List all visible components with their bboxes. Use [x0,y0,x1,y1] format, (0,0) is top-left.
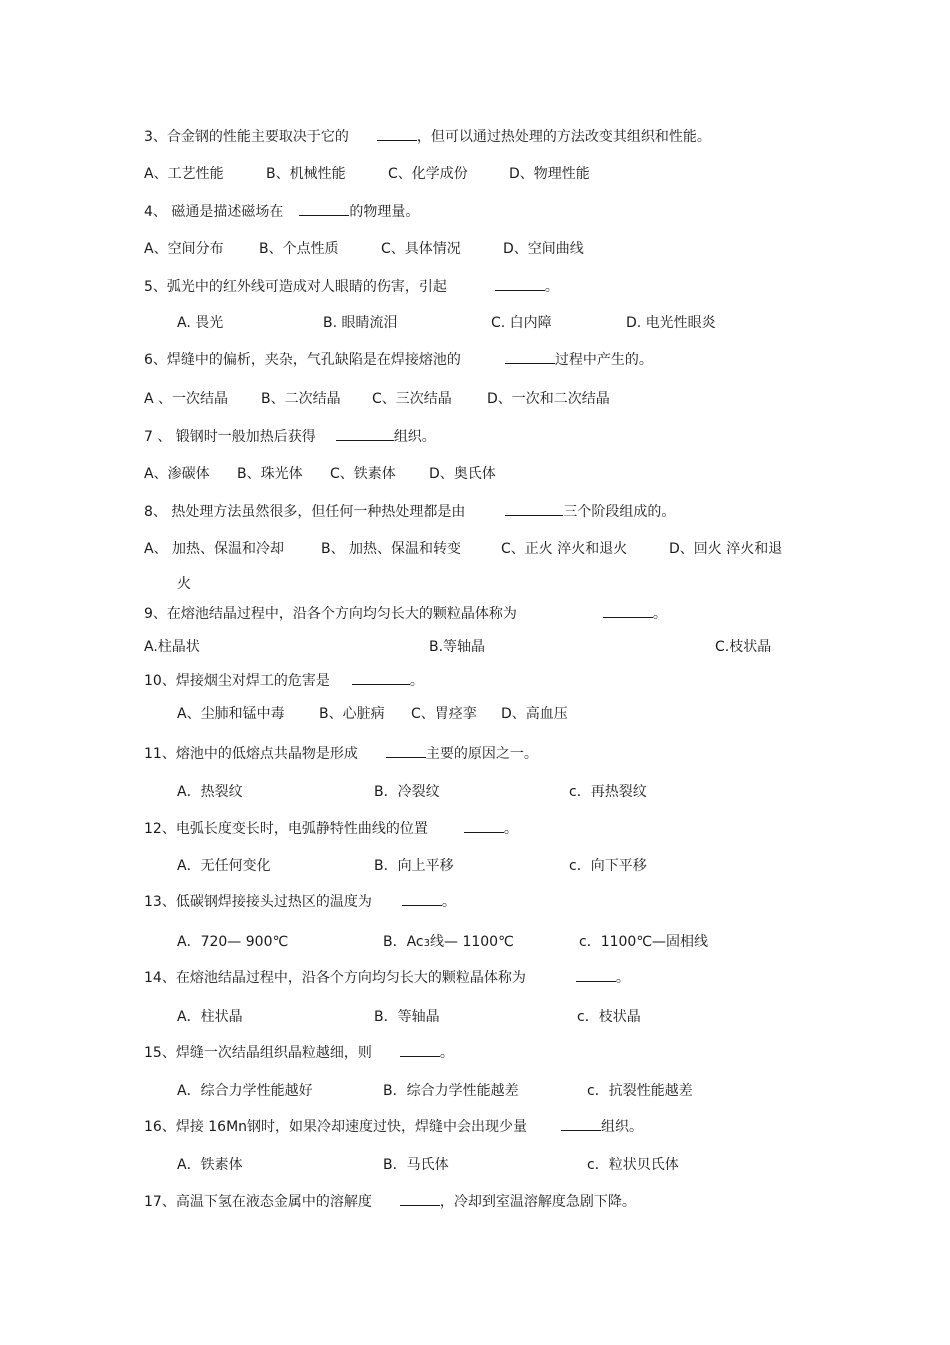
question-tail: 。 [503,821,518,837]
answer-blank [576,969,616,982]
question-text: 5、弧光中的红外线可造成对人眼睛的伤害，引起 [144,279,447,295]
option-c: C、铁素体 [330,466,396,482]
answer-blank [603,605,653,618]
option-c: c．再热裂纹 [569,784,647,800]
option-b: B. 眼睛流泪 [323,315,398,331]
question-tail: 。 [615,970,630,986]
option-c: C. 白内障 [491,315,552,331]
option-c: C、胃痉挛 [411,706,477,722]
option-a: A、工艺性能 [144,166,224,182]
question-tail: 组织。 [601,1119,644,1135]
option-d: D、高血压 [501,706,568,722]
option-b: B．冷裂纹 [374,784,440,800]
option-a: A．720— 900℃ [177,934,289,950]
option-a: A．铁素体 [177,1157,243,1173]
option-a: A．柱状晶 [177,1009,243,1025]
question-tail: 组织。 [393,429,436,445]
option-b: B、二次结晶 [261,391,341,407]
option-a: A．无任何变化 [177,858,271,874]
question-16 [144,1118,643,1136]
answer-blank [336,428,394,441]
question-text: 14、在熔池结晶过程中，沿各个方向均匀长大的颗粒晶体称为 [144,970,526,986]
question-9 [144,605,667,623]
question-6 [144,351,653,369]
question-tail: 的物理量。 [349,204,420,220]
question-text: 15、焊缝一次结晶组织晶粒越细，则 [144,1045,372,1061]
option-d: D、物理性能 [509,166,590,182]
option-b-text: B．Ac [383,934,424,950]
answer-blank [505,351,555,364]
option-a: A 、一次结晶 [144,391,229,407]
option-b: B．等轴晶 [374,1009,440,1025]
question-10 [144,672,424,690]
question-tail: 主要的原因之一。 [425,746,538,762]
question-text: 13、低碳钢焊接接头过热区的温度为 [144,894,372,910]
option-d: D、一次和二次结晶 [487,391,610,407]
option-b: B．马氏体 [383,1157,449,1173]
answer-blank [377,128,417,141]
option-d: D、回火 淬火和退 [669,541,783,557]
option-c: c．向下平移 [569,858,647,874]
option-b: B.等轴晶 [429,639,486,655]
answer-blank [505,503,563,516]
option-a: A．热裂纹 [177,784,243,800]
option-a: A．综合力学性能越好 [177,1083,313,1099]
question-tail: 过程中产生的。 [554,352,653,368]
option-b [383,933,514,953]
question-text: 16、焊接 16Mn钢时，如果冷却速度过快，焊缝中会出现少量 [144,1119,528,1135]
question-text: 6、焊缝中的偏析，夹杂，气孔缺陷是在焊接熔池的 [144,352,461,368]
option-b: B．综合力学性能越差 [383,1083,519,1099]
question-7 [144,428,436,446]
question-4 [144,203,419,221]
option-a: A.柱晶状 [144,639,200,655]
question-text: 7 、 锻钢时一般加热后获得 [144,429,316,445]
option-a: A、空间分布 [144,241,224,257]
question-tail: 。 [441,894,456,910]
answer-blank [400,1193,440,1206]
option-c: c．1100℃—固相线 [579,934,709,950]
question-text: 12、电弧长度变长时，电弧静特性曲线的位置 [144,821,428,837]
question-tail: 。 [652,606,667,622]
option-d: D. 电光性眼炎 [626,315,716,331]
question-17 [144,1193,636,1211]
answer-blank [400,1044,440,1057]
option-a: A、渗碳体 [144,466,210,482]
option-b: B．向上平移 [374,858,454,874]
option-b: B、机械性能 [266,166,346,182]
answer-blank [561,1118,601,1131]
question-text: 8、 热处理方法虽然很多，但任何一种热处理都是由 [144,504,466,520]
question-13 [144,893,456,911]
question-text: 4、 磁通是描述磁场在 [144,204,284,220]
question-tail: ，但可以通过热处理的方法改变其组织和性能。 [416,129,711,145]
option-c: C.枝状晶 [715,639,772,655]
option-c: C、化学成份 [388,166,468,182]
question-text: 17、高温下氢在液态金属中的溶解度 [144,1194,372,1210]
option-d-wrap: 火 [177,576,191,592]
question-5 [144,278,559,296]
option-b: B、个点性质 [259,241,339,257]
question-tail: ，冷却到室温溶解度急剧下降。 [439,1194,636,1210]
option-d: D、空间曲线 [503,241,584,257]
option-c: c．抗裂性能越差 [587,1083,693,1099]
question-8 [144,503,675,521]
question-text: 11、熔池中的低熔点共晶物是形成 [144,746,358,762]
question-11 [144,745,538,763]
answer-blank [386,745,426,758]
option-a: A、尘肺和锰中毒 [177,706,285,722]
option-b-tail: 线— 1100℃ [430,934,514,950]
subscript: 3 [423,938,431,949]
question-tail: 。 [439,1045,454,1061]
option-c: c．粒状贝氏体 [587,1157,679,1173]
question-text: 9、在熔池结晶过程中，沿各个方向均匀长大的颗粒晶体称为 [144,606,517,622]
option-c: C、具体情况 [381,241,461,257]
option-c: C、正火 淬火和退火 [501,541,628,557]
option-c: C、三次结晶 [372,391,452,407]
answer-blank [352,672,410,685]
option-a: A. 畏光 [177,315,224,331]
answer-blank [464,820,504,833]
question-15 [144,1044,454,1062]
answer-blank [299,203,349,216]
question-3 [144,128,711,146]
question-tail: 三个阶段组成的。 [563,504,676,520]
answer-blank [402,893,442,906]
question-text: 3、合金钢的性能主要取决于它的 [144,129,349,145]
option-c: c．枝状晶 [577,1009,641,1025]
option-d: D、奥氏体 [429,466,496,482]
question-tail: 。 [409,673,424,689]
option-a: A、 加热、保温和冷却 [144,541,285,557]
question-text: 10、焊接烟尘对焊工的危害是 [144,673,330,689]
question-14 [144,969,630,987]
question-12 [144,820,518,838]
answer-blank [495,278,545,291]
option-b: B、心脏病 [319,706,385,722]
question-tail: 。 [544,279,559,295]
option-b: B、珠光体 [237,466,303,482]
option-b: B、 加热、保温和转变 [321,541,462,557]
